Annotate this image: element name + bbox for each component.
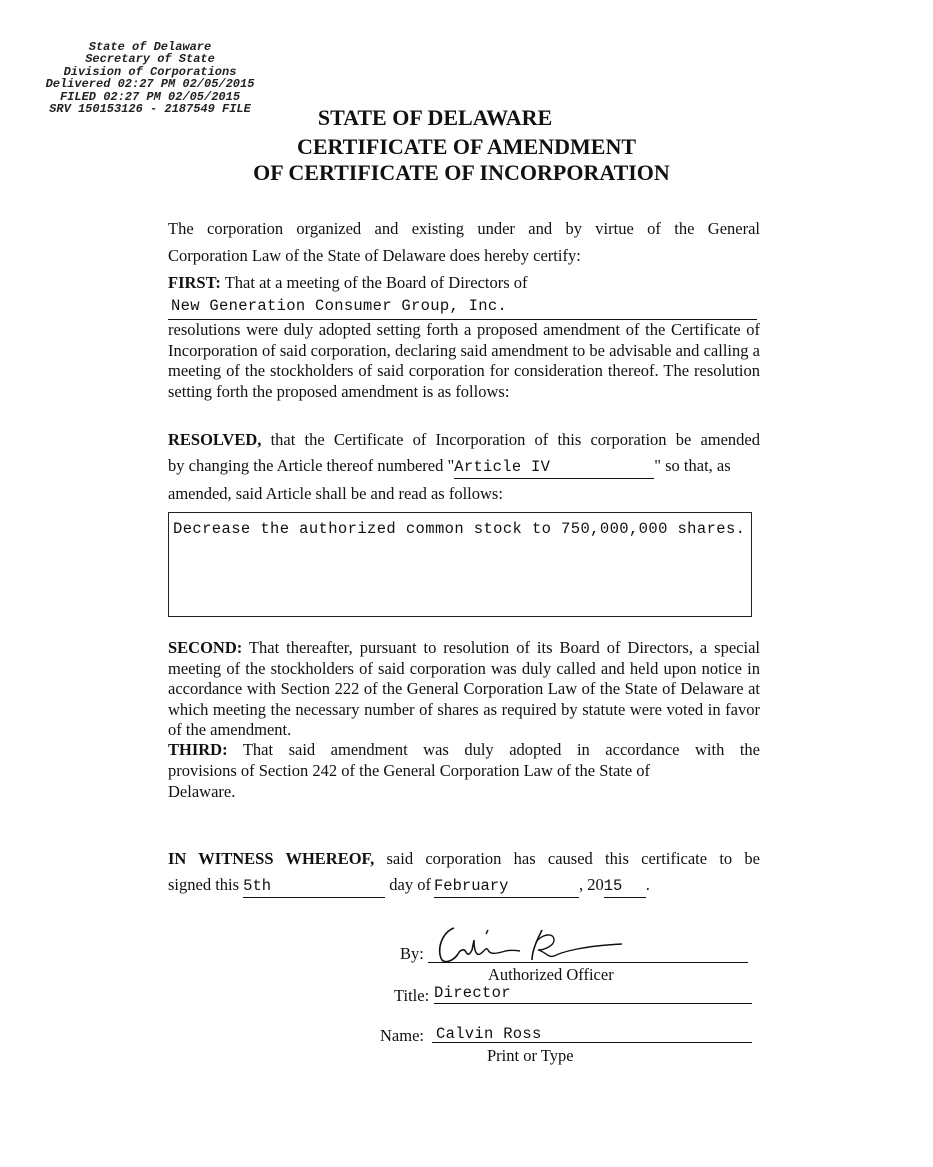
third-label: THIRD: xyxy=(168,740,228,759)
article-field: Article IV xyxy=(454,457,654,479)
resolved-line-1 xyxy=(168,430,760,451)
open-quote: " xyxy=(447,456,455,475)
resolved-article-suffix: " so that, as xyxy=(654,456,731,475)
third-line-3: Delaware. xyxy=(168,782,236,801)
stamp-line: SRV 150153126 - 2187549 FILE xyxy=(49,102,251,117)
resolved-article-prefix: by changing the Article thereof numbered xyxy=(168,456,444,475)
witness-text: said corporation has caused this certificate to be xyxy=(386,849,761,868)
resolved-label: RESOLVED, xyxy=(168,430,262,449)
name-field: Calvin Ross xyxy=(432,1024,752,1043)
amendment-text-box xyxy=(168,512,752,617)
intro-line-2: Corporation Law of the State of Delaware does hereby certify: xyxy=(168,246,581,265)
resolved-text: that the Certificate of Incorporation of this corporation be amended xyxy=(270,430,761,449)
witness-label: IN WITNESS WHEREOF, xyxy=(168,849,375,868)
stamp-line: Division of Corporations xyxy=(63,64,237,79)
witness-line-2 xyxy=(168,875,768,898)
third-line-2: provisions of Section 242 of the General Corporation Law of the State of xyxy=(168,761,651,780)
day-field: 5th xyxy=(243,876,385,898)
signature-mark xyxy=(432,920,632,968)
stamp-line: State of Delaware xyxy=(88,40,212,54)
title-label: Title: xyxy=(394,986,430,1005)
authorized-officer-caption: Authorized Officer xyxy=(488,965,614,984)
stamp-line: Delivered 02:27 PM 02/05/2015 xyxy=(45,77,255,92)
name-label: Name: xyxy=(380,1026,424,1045)
resolved-line-3: amended, said Article shall be and read as follows: xyxy=(168,484,503,503)
second-label: SECOND: xyxy=(168,638,243,657)
third-line-1 xyxy=(168,740,760,761)
first-body: resolutions were duly adopted setting forth a proposed amendment of the Certificate of Incorporation of said corporation, declaring said amendment to be advisable and calling a meeting of the stockholders of said corporation for consideration thereof. The resolution setting forth the proposed amendment is as follows: xyxy=(168,320,760,401)
company-name: New Generation Consumer Group, Inc. xyxy=(171,297,508,315)
stamp-line: Secretary of State xyxy=(85,52,215,67)
year-field: 15 xyxy=(604,876,646,898)
resolved-line-2 xyxy=(168,456,768,479)
second-clause xyxy=(168,638,760,741)
day-of-label: day of xyxy=(389,875,431,894)
month-field: February xyxy=(434,876,579,898)
second-text: That thereafter, pursuant to resolution of its Board of Directors, a special meeting of the stockholders of said corporation was duly called and held upon notice in accordance with Section 222 of the General Corporation Law of the State of Delaware at which meeting the necessary number of shares as required by statute were voted in favor of the amendment. xyxy=(168,638,760,739)
amendment-text: Decrease the authorized common stock to 750,000,000 shares. xyxy=(173,520,746,538)
title-field: Director xyxy=(434,983,752,1004)
third-text: That said amendment was duly adopted in accordance with the xyxy=(242,740,761,759)
first-clause xyxy=(168,273,760,294)
page-title: STATE OF DELAWARE xyxy=(317,105,553,130)
period: . xyxy=(645,875,650,894)
signed-this-label: signed this xyxy=(168,875,240,894)
print-or-type-caption: Print or Type xyxy=(487,1046,574,1065)
intro-line-1: The corporation organized and existing under and by virtue of the General xyxy=(168,219,760,238)
by-label: By: xyxy=(400,944,424,963)
first-label: FIRST: xyxy=(168,273,221,292)
first-text: That at a meeting of the Board of Directors of xyxy=(224,273,528,292)
witness-line-1 xyxy=(168,849,760,870)
year-prefix: , 20 xyxy=(579,875,604,894)
stamp-line: FILED 02:27 PM 02/05/2015 xyxy=(59,89,241,104)
company-name-field xyxy=(168,296,757,320)
page-subtitle: CERTIFICATE OF AMENDMENT xyxy=(296,134,637,159)
page-subtitle-2: OF CERTIFICATE OF INCORPORATION xyxy=(253,160,670,185)
